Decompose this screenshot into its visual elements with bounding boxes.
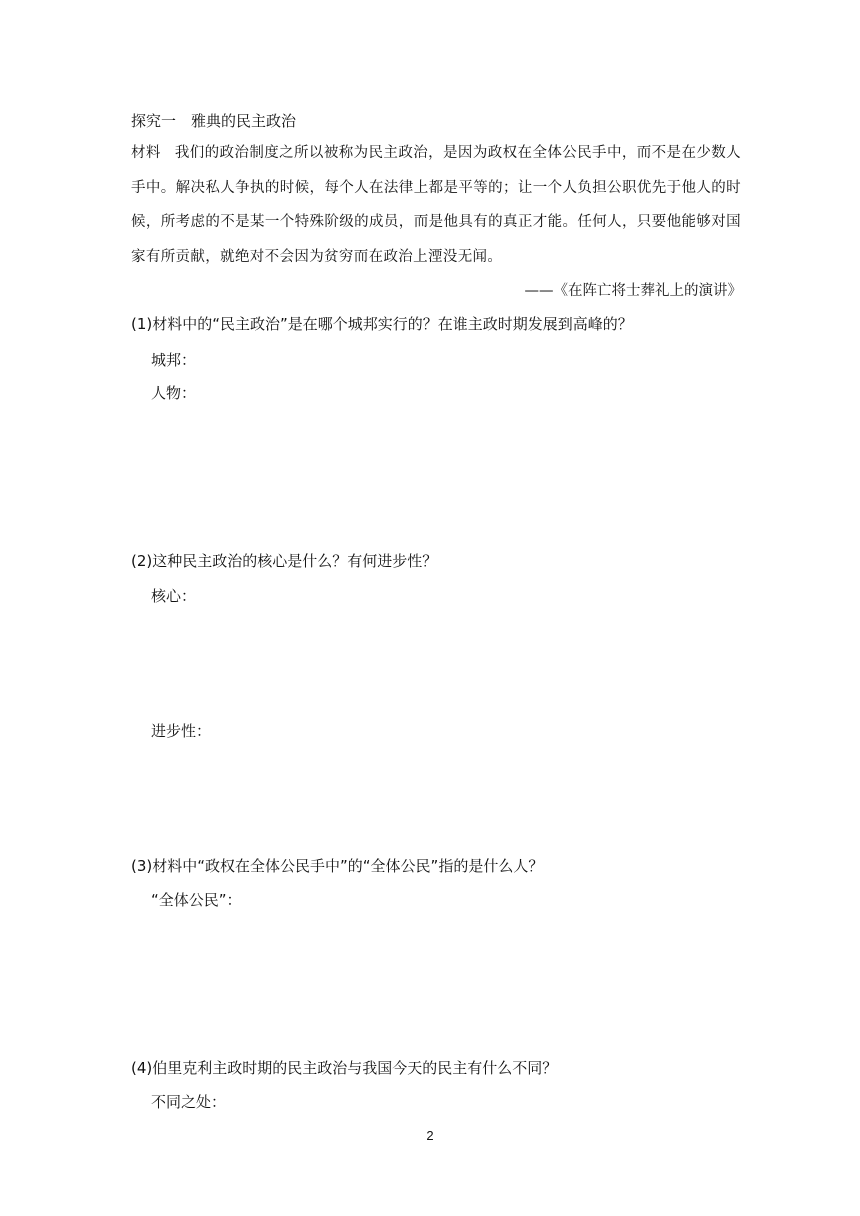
answer-label-all-citizens: “全体公民”： [151, 891, 242, 909]
material-label: 材料 [131, 145, 161, 161]
answer-label-core: 核心： [151, 587, 197, 605]
material-block [131, 136, 741, 274]
material-source: ——《在阵亡将士葬礼上的演讲》 [524, 283, 742, 299]
section-title: 探究一 雅典的民主政治 [131, 112, 297, 130]
answer-label-progress: 进步性： [151, 722, 212, 740]
answer-label-differences: 不同之处： [151, 1093, 227, 1111]
question-2: (2)这种民主政治的核心是什么？有何进步性？ [131, 552, 438, 570]
question-3: (3)材料中“政权在全体公民手中”的“全体公民”指的是什么人？ [131, 857, 544, 875]
answer-label-city-state: 城邦： [151, 351, 197, 369]
answer-label-person: 人物： [151, 384, 197, 402]
material-text: 我们的政治制度之所以被称为民主政治，是因为政权在全体公民手中，而不是在少数人手中。解决私人争执的时候，每个人在法律上都是平等的；让一个人负担公职优先于他人的时候，所考虑的不是某一个特殊阶级的成员，而是他具有的真正才能。任何人，只要他能够对国家有所贡献，就绝对不会因为贫穷而在政治上湮没无闻。 [131, 145, 742, 265]
question-4: (4)伯里克利主政时期的民主政治与我国今天的民主有什么不同？ [131, 1059, 558, 1077]
question-1: (1)材料中的“民主政治”是在哪个城邦实行的？在谁主政时期发展到高峰的？ [131, 315, 633, 333]
page-number: 2 [426, 1128, 434, 1143]
